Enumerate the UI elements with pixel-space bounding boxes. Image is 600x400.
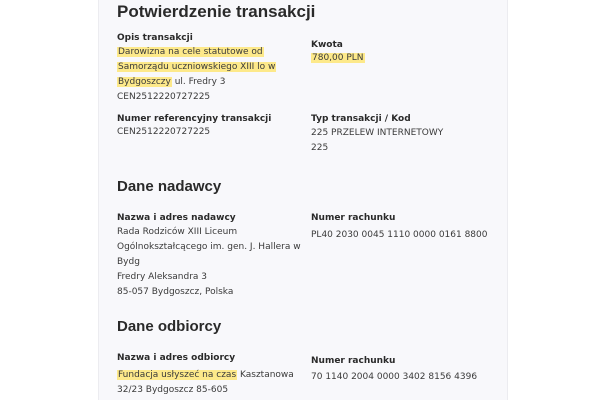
description-line4: CEN2512220727225 xyxy=(117,92,211,102)
recipient-name-rest: Kasztanowa xyxy=(237,370,294,380)
recipient-account-value: 70 1140 2004 0000 3402 8156 4396 xyxy=(311,372,478,382)
description-line3-rest: ul. Fredry 3 xyxy=(171,77,226,87)
description-line3-highlight: Bydgoszczy xyxy=(118,77,171,87)
description-line1: Darowizna na cele statutowe od xyxy=(118,47,263,57)
sender-name-value xyxy=(117,225,301,300)
description-value xyxy=(117,45,276,105)
amount-value-text: 780,00 PLN xyxy=(312,53,364,63)
type-value-line1: 225 PRZELEW INTERNETOWY xyxy=(311,128,444,138)
description-line2: Samorządu uczniowskiego XIII lo w xyxy=(118,62,276,72)
sender-account-label: Numer rachunku xyxy=(311,213,396,223)
sender-name-line: 85-057 Bydgoszcz, Polska xyxy=(117,287,234,297)
recipient-name-label: Nazwa i adres odbiorcy xyxy=(117,353,236,363)
amount-label: Kwota xyxy=(311,40,343,50)
sender-name-line: Bydg xyxy=(117,257,140,267)
type-value-line2: 225 xyxy=(311,143,329,153)
type-value xyxy=(311,126,443,156)
sender-heading: Dane nadawcy xyxy=(117,178,222,195)
sender-name-line: Rada Rodziców XIII Liceum xyxy=(117,227,238,237)
sender-name-label: Nazwa i adres nadawcy xyxy=(117,213,236,223)
sender-name-line: Fredry Aleksandra 3 xyxy=(117,272,207,282)
recipient-address-line: 32/23 Bydgoszcz 85-605 xyxy=(117,385,229,395)
sender-name-line: Ogólnokształcącego im. gen. J. Hallera w xyxy=(117,242,301,252)
amount-value xyxy=(311,51,365,66)
description-label: Opis transakcji xyxy=(117,33,193,43)
recipient-name-highlight: Fundacja usłyszeć na czas xyxy=(118,370,237,380)
recipient-heading: Dane odbiorcy xyxy=(117,318,222,335)
sender-account-value: PL40 2030 0045 1110 0000 0161 8800 xyxy=(311,230,488,240)
reference-label: Numer referencyjny transakcji xyxy=(117,114,272,124)
reference-value: CEN2512220727225 xyxy=(117,127,211,137)
type-label: Typ transakcji / Kod xyxy=(311,114,411,124)
recipient-name-value xyxy=(117,368,294,398)
page-title: Potwierdzenie transakcji xyxy=(117,2,316,21)
recipient-account-label: Numer rachunku xyxy=(311,356,396,366)
